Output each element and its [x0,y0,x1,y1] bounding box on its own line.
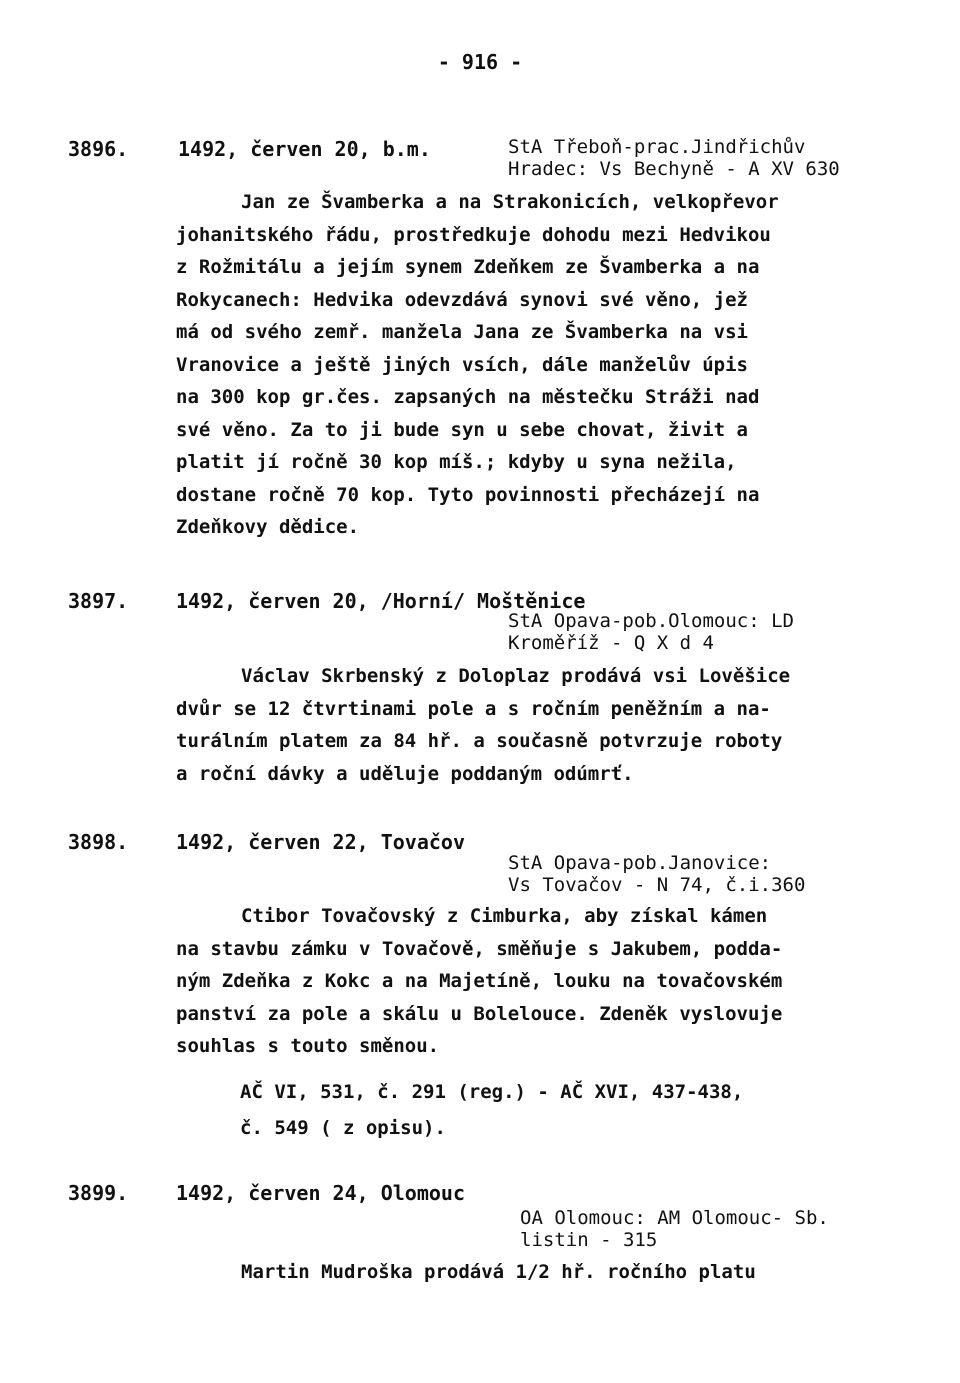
text-line: má od svého zemř. manžela Jana ze Švamberka na vsi [176,321,748,343]
text-line: platit jí ročně 30 kop míš.; kdyby u syna nežila, [176,451,737,473]
reference-line: č. 549 ( z opisu). [240,1117,446,1139]
source-line: listin - 315 [520,1229,658,1251]
text-line: své věno. Za to ji bude syn u sebe chovat, živit a [176,418,748,441]
entry-number: 3899. [68,1181,129,1205]
text-line: Zdeňkovy dědice. [176,516,360,538]
entry-source [508,852,805,896]
entry-source [508,136,840,180]
text-line: dostane ročně 70 kop. Tyto povinnosti přecházejí na [176,483,760,506]
text-line: Jan ze Švamberka a na Strakonicích, velkopřevor [241,191,779,213]
entry-source [508,610,794,654]
text-line: turálním platem za 84 hř. a současně potvrzuje roboty [176,730,783,752]
entry-reference [240,1074,743,1146]
entry-date-place: 1492, červen 24, Olomouc [176,1181,465,1205]
text-line: johanitského řádu, prostředkuje dohodu mezi Hedvikou [176,223,771,246]
entry-text [176,1256,876,1289]
entry-date-place: 1492, červen 20, /Horní/ Moštěnice [176,589,586,613]
entry-number: 3898. [68,830,129,854]
entry-text [176,660,876,790]
text-line: souhlas s touto směnou. [176,1035,440,1057]
entry-source [520,1207,829,1251]
entry-text [176,186,876,544]
source-line: Hradec: Vs Bechyně - A XV 630 [508,158,840,180]
text-line: Martin Mudroška prodává 1/2 hř. ročního platu [241,1261,756,1283]
text-line: ným Zdeňka z Kokc a na Majetíně, louku na tovačovském [176,970,783,992]
entry-date-place: 1492, červen 20, b.m. [178,137,431,161]
page-number: - 916 - [437,50,523,74]
text-line: na stavbu zámku v Tovačově, směňuje s Jakubem, podda- [176,937,783,960]
text-line: z Rožmitálu a jejím synem Zdeňkem ze Švamberka a na [176,256,760,278]
text-line: Rokycanech: Hedvika odevzdává synovi své věno, jež [176,288,748,311]
entry-date-place: 1492, červen 22, Tovačov [176,830,465,854]
entry-text [176,900,876,1063]
source-line: StA Opava-pob.Olomouc: LD [508,610,794,632]
text-line: Vranovice a ještě jiných vsích, dále manželův úpis [176,353,748,376]
text-line: dvůr se 12 čtvrtinami pole a s ročním peněžním a na- [176,697,771,720]
entry-number: 3897. [68,589,129,613]
source-line: Kroměříž - Q X d 4 [508,632,714,654]
source-line: StA Opava-pob.Janovice: [508,852,772,874]
text-line: Ctibor Tovačovský z Cimburka, aby získal kámen [241,905,768,927]
source-line: Vs Tovačov - N 74, č.i.360 [508,874,806,896]
reference-line: AČ VI, 531, č. 291 (reg.) - AČ XVI, 437-438, [240,1081,744,1103]
entry-number: 3896. [68,137,129,161]
text-line: Václav Skrbenský z Doloplaz prodává vsi Lověšice [241,665,791,687]
text-line: na 300 kop gr.čes. zapsaných na městečku Stráži nad [176,386,760,408]
source-line: StA Třeboň-prac.Jindřichův [508,136,806,158]
text-line: a roční dávky a uděluje poddaným odúmrť. [176,762,634,785]
source-line: OA Olomouc: AM Olomouc- Sb. [520,1207,829,1229]
text-line: panství za pole a skálu u Bolelouce. Zdeněk vyslovuje [176,1002,783,1025]
